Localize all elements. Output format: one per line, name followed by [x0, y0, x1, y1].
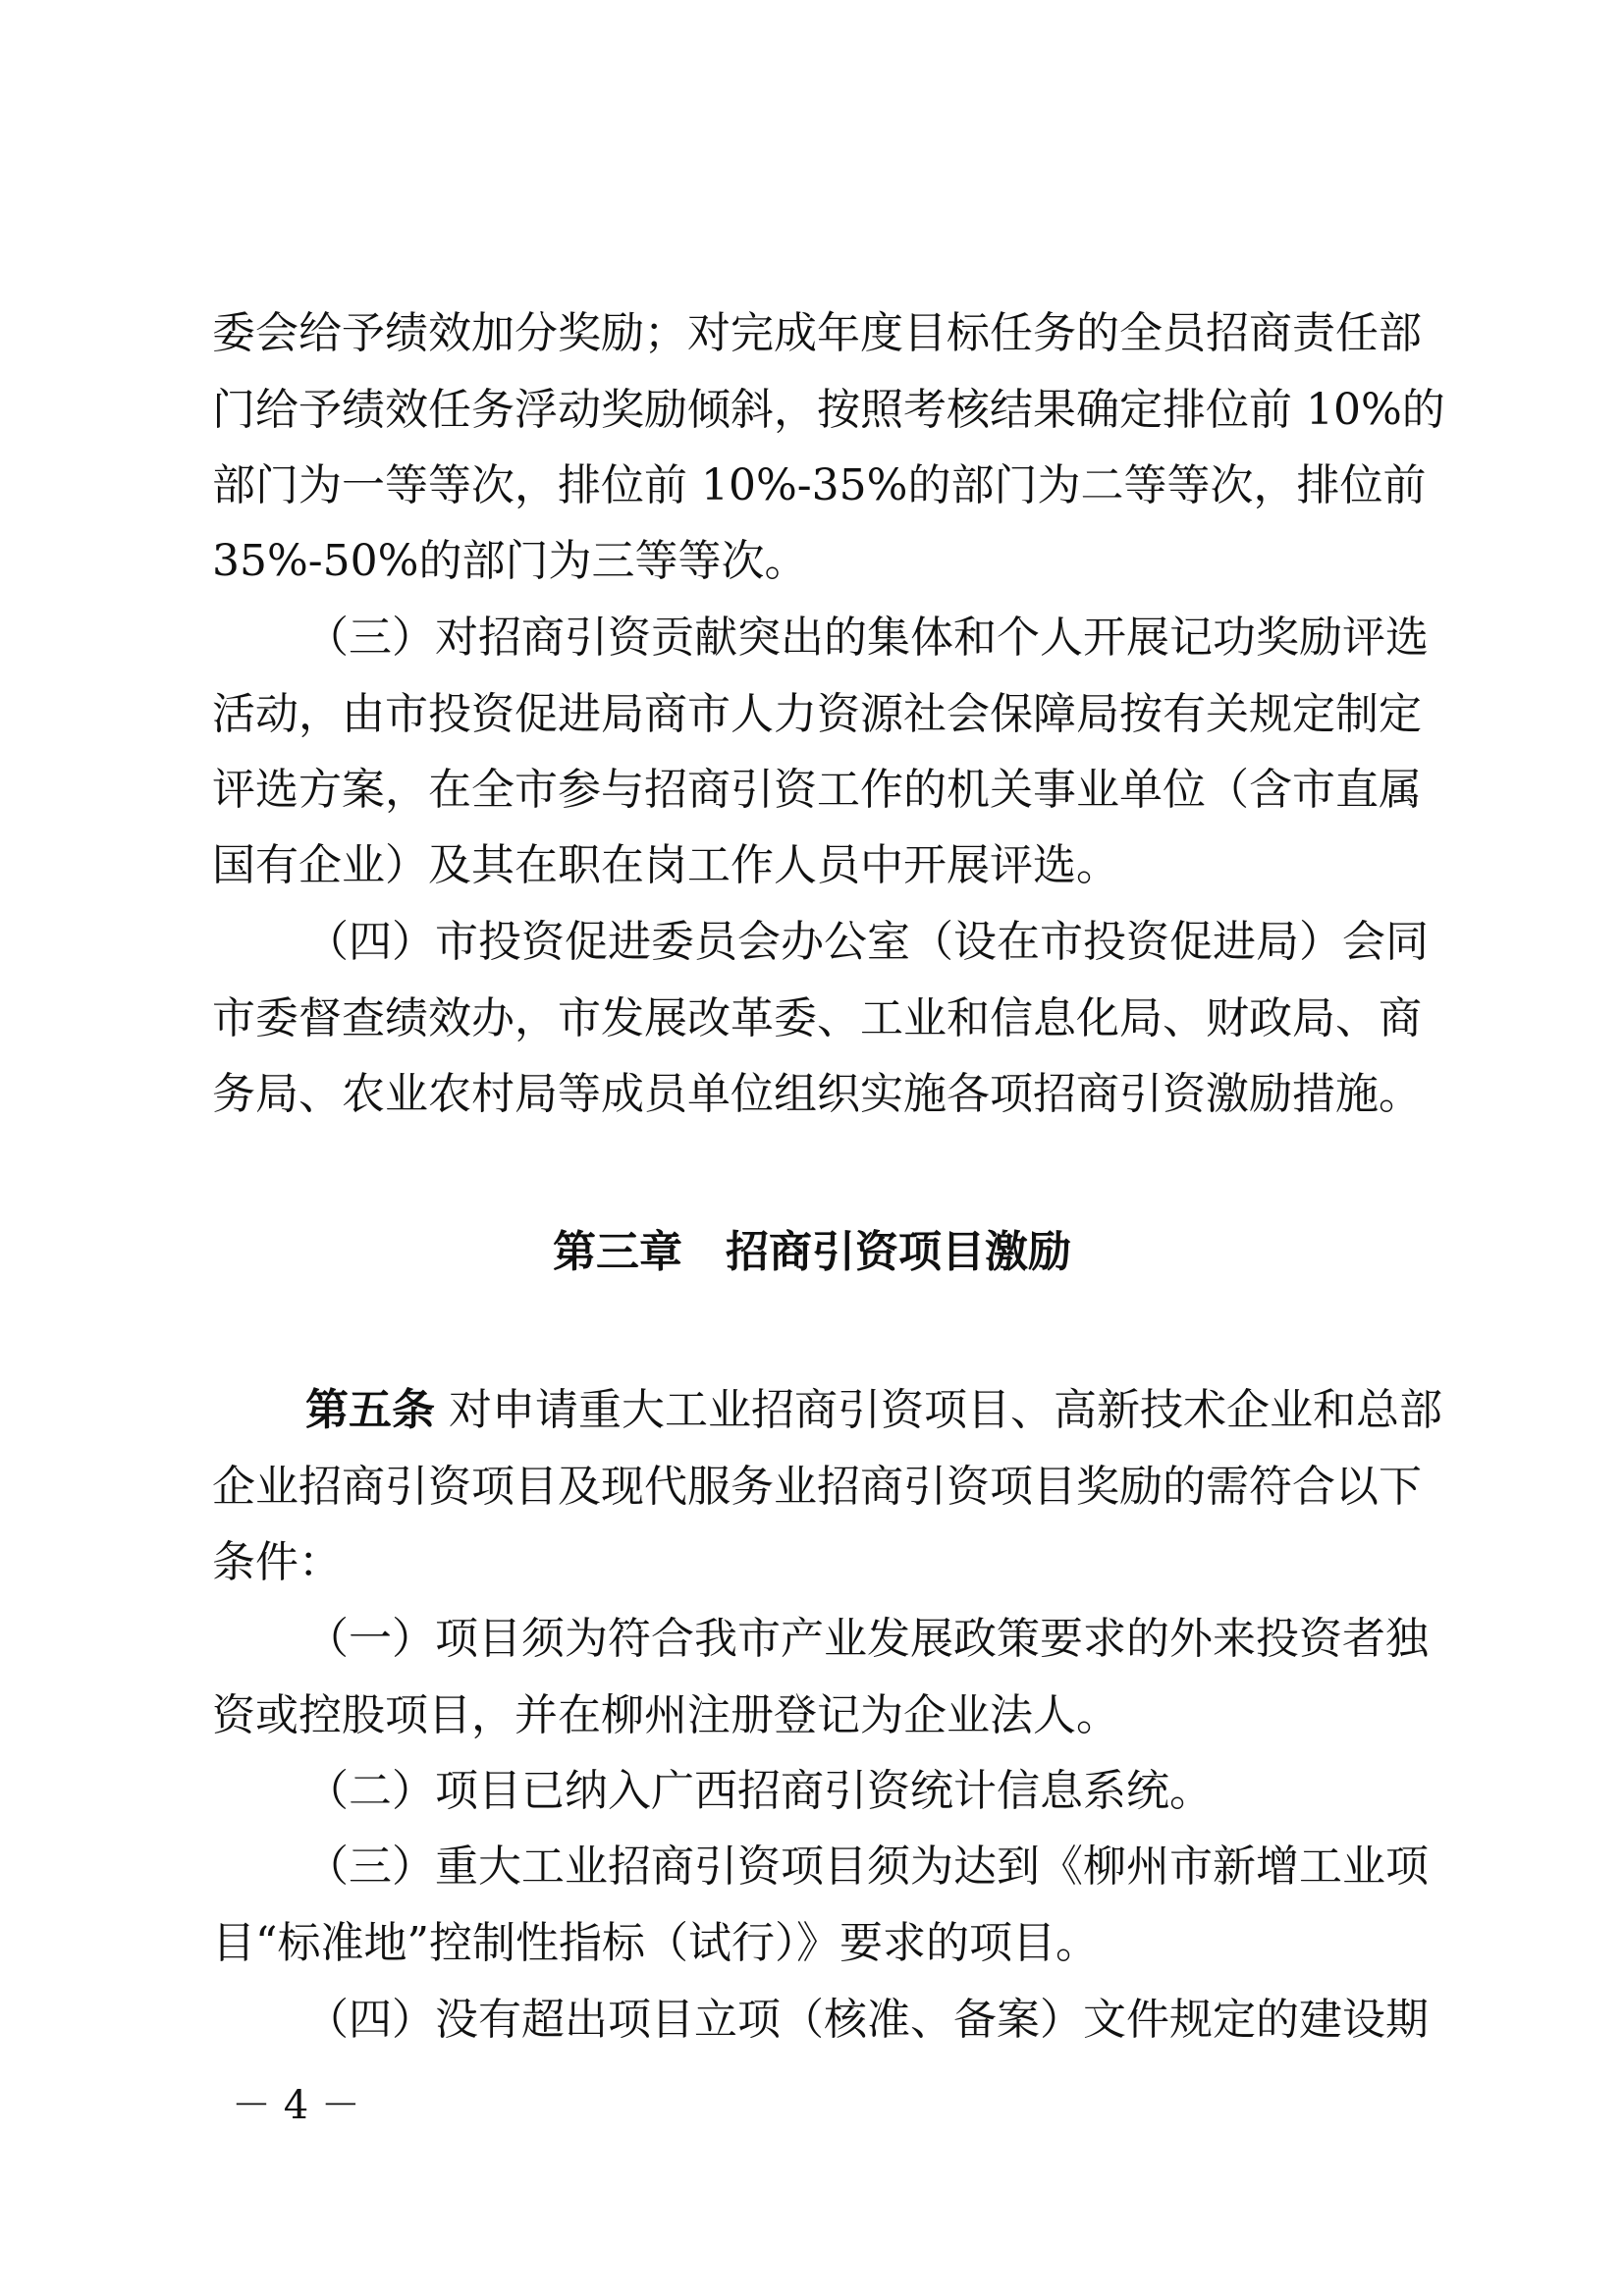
paragraph-san-line: 评选方案，在全市参与招商引资工作的机关事业单位（含市直属 — [212, 765, 1422, 815]
paragraph-si-line: （四）市投资促进委员会办公室（设在市投资促进局）会同 — [305, 917, 1429, 967]
paragraph-si-line: 市委督查绩效办，市发展改革委、工业和信息化局、财政局、商 — [212, 993, 1422, 1043]
paragraph-san-line: （三）对招商引资贡献突出的集体和个人开展记功奖励评选 — [305, 613, 1429, 663]
body-line: 门给予绩效任务浮动奖励倾斜，按照考核结果确定排位前 10%的 — [212, 385, 1445, 435]
paragraph-si-line: 务局、农业农村局等成员单位组织实施各项招商引资激励措施。 — [212, 1069, 1422, 1119]
condition-2-line: （二）项目已纳入广西招商引资统计信息系统。 — [305, 1766, 1213, 1816]
article-5-first-line — [305, 1383, 1442, 1438]
condition-4-line: （四）没有超出项目立项（核准、备案）文件规定的建设期 — [305, 1995, 1429, 2045]
condition-1-line: （一）项目须为符合我市产业发展政策要求的外来投资者独 — [305, 1614, 1429, 1664]
body-line: 部门为一等等次，排位前 10%-35%的部门为二等等次，排位前 — [212, 460, 1427, 510]
article-label: 第五条 — [305, 1385, 435, 1435]
paragraph-san-line: 国有企业）及其在职在岗工作人员中开展评选。 — [212, 840, 1119, 890]
body-line: 委会给予绩效加分奖励；对完成年度目标任务的全员招商责任部 — [212, 308, 1422, 358]
paragraph-san-line: 活动，由市投资促进局商市人力资源社会保障局按有关规定制定 — [212, 689, 1422, 739]
condition-1-line: 资或控股项目，并在柳州注册登记为企业法人。 — [212, 1690, 1119, 1740]
condition-3-line: （三）重大工业招商引资项目须为达到《柳州市新增工业项 — [305, 1842, 1429, 1892]
page-number: － 4 － — [232, 2083, 360, 2128]
condition-3-line: 目“标准地”控制性指标（试行）》要求的项目。 — [212, 1918, 1099, 1968]
chapter-heading: 第三章 招商引资项目激励 — [553, 1227, 1071, 1277]
article-5-text: 对申请重大工业招商引资项目、高新技术企业和总部 — [449, 1385, 1442, 1435]
body-line: 35%-50%的部门为三等等次。 — [212, 536, 808, 586]
article-5-line: 企业招商引资项目及现代服务业招商引资项目奖励的需符合以下 — [212, 1462, 1422, 1512]
article-5-line: 条件： — [212, 1537, 342, 1587]
